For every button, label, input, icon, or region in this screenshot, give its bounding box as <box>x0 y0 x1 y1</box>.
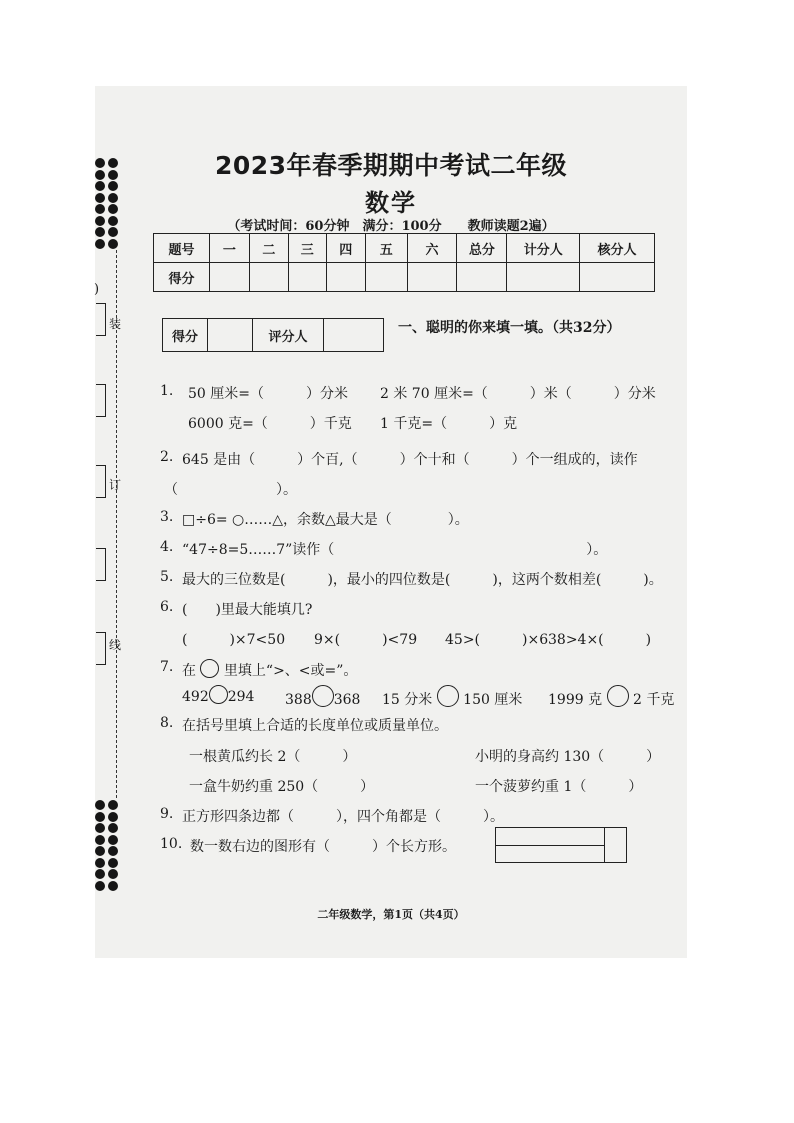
page-footer: 二年级数学，第1页（共4页） <box>317 908 465 921</box>
score-cell[interactable] <box>580 263 655 292</box>
q6-number: 6. <box>160 599 174 615</box>
section-1-heading: 一、聪明的你来填一填。（共32分） <box>398 320 621 336</box>
score-table-header-cell: 题号 <box>154 234 210 263</box>
q8-item-3: 一盒牛奶约重 250（ ） <box>189 779 375 795</box>
q8-number: 8. <box>160 715 174 731</box>
q8-text: 在括号里填上合适的长度单位或质量单位。 <box>182 718 448 734</box>
score-table-header-cell: 六 <box>407 234 457 263</box>
q3-text: □÷6= ○……△，余数△最大是（ ）。 <box>182 512 469 528</box>
score-table-header-cell: 一 <box>210 234 249 263</box>
score-table-header-cell: 总分 <box>457 234 507 263</box>
q9-text: 正方形四条边都（ ），四个角都是（ ）。 <box>182 809 504 825</box>
score-cell[interactable] <box>507 263 580 292</box>
score-table-header-cell: 四 <box>326 234 365 263</box>
compare-circle-icon[interactable] <box>312 685 334 707</box>
q5-text: 最大的三位数是( )，最小的四位数是( )，这两个数相差( )。 <box>182 572 663 588</box>
score-cell[interactable] <box>365 263 407 292</box>
rectangle-figure-divider-vertical <box>604 828 605 862</box>
q6-item-4: 38>4×( ) <box>548 632 652 648</box>
q2-number: 2. <box>160 449 174 465</box>
q1-text-a: 50 厘米=（ ）分米 <box>188 386 348 402</box>
score-cell[interactable] <box>407 263 457 292</box>
compare-circle-icon[interactable] <box>607 685 629 707</box>
q7-text-pre: 在 <box>182 663 196 679</box>
binding-box-5 <box>96 632 106 665</box>
q2-text-a: 645 是由（ ）个百,（ ）个十和（ ）个一组成的，读作 <box>182 452 638 468</box>
binding-dashed-line <box>116 250 117 798</box>
score-cell[interactable] <box>289 263 326 292</box>
section-grader-label: 评分人 <box>253 319 324 351</box>
exam-info: （考试时间：60分钟 满分：100分 教师读题2遍） <box>227 219 555 234</box>
q6-item-2: 9×( )<79 <box>314 632 418 648</box>
binding-box-2 <box>96 384 106 417</box>
score-cell[interactable] <box>326 263 365 292</box>
score-cell[interactable] <box>210 263 249 292</box>
score-table-score-row <box>154 263 655 292</box>
binding-label-ding: 订 <box>109 478 122 492</box>
rectangle-figure <box>495 827 627 863</box>
binding-label-zhuang: 装 <box>109 317 122 331</box>
section-score-label: 得分 <box>163 319 208 351</box>
q7-item-2-right: 368 <box>333 692 361 708</box>
q7-number: 7. <box>160 659 174 675</box>
q8-item-1: 一根黄瓜约长 2（ ） <box>189 749 357 765</box>
q7-item-3-right: 150 厘米 <box>463 692 523 708</box>
q3-number: 3. <box>160 509 174 525</box>
q10-number: 10. <box>160 836 183 852</box>
q7-item-4-right: 2 千克 <box>633 692 675 708</box>
q1-number: 1. <box>160 383 174 399</box>
binding-box-3 <box>96 465 106 498</box>
q7-item-3-left: 15 分米 <box>382 692 433 708</box>
q6-text: ( )里最大能填几? <box>182 602 313 618</box>
q7-item-1 <box>182 685 254 705</box>
q4-text: “47÷8=5……7”读作（ ）。 <box>182 542 608 558</box>
q7-item-4-left: 1999 克 <box>548 692 603 708</box>
score-table <box>153 233 655 292</box>
score-table-header-cell: 五 <box>365 234 407 263</box>
score-table-header-row <box>154 234 655 263</box>
binding-dots-bottom <box>95 800 119 891</box>
exam-title: 2023年春季期期中考试二年级 <box>214 151 568 180</box>
q7-item-3 <box>382 685 522 709</box>
q10-text: 数一数右边的图形有（ ）个长方形。 <box>190 839 456 855</box>
q7-item-2 <box>285 685 360 708</box>
q9-number: 9. <box>160 806 174 822</box>
rectangle-figure-divider-horizontal <box>496 845 604 846</box>
section-grader-cell[interactable] <box>324 319 383 351</box>
q8-item-4: 一个菠萝约重 1（ ） <box>475 779 643 795</box>
section-score-box <box>162 318 384 352</box>
compare-circle-icon[interactable] <box>209 685 228 704</box>
score-cell[interactable] <box>249 263 288 292</box>
q7-item-2-left: 388 <box>285 692 312 708</box>
score-table-header-cell: 三 <box>289 234 326 263</box>
binding-paren: ) <box>94 282 100 297</box>
q7-item-1-right: 294 <box>227 689 255 705</box>
q2-text-b: （ ）。 <box>164 482 297 498</box>
compare-circle-icon[interactable] <box>437 685 459 707</box>
binding-label-xian: 线 <box>109 638 122 652</box>
score-table-header-cell: 计分人 <box>507 234 580 263</box>
q7-text-post: 里填上“>、<或=”。 <box>223 663 358 679</box>
q7-item-4 <box>548 685 674 709</box>
q1-text-d: 1 千克=（ ）克 <box>380 416 518 432</box>
q1-text-c: 6000 克=（ ）千克 <box>188 416 352 432</box>
q7-text <box>182 659 357 680</box>
binding-box-1 <box>96 303 106 336</box>
q6-item-3: 45>( )×6 <box>445 632 549 648</box>
q8-item-2: 小明的身高约 130（ ） <box>475 749 661 765</box>
score-table-header-cell: 二 <box>249 234 288 263</box>
score-row-label: 得分 <box>154 263 210 292</box>
binding-box-4 <box>96 548 106 581</box>
exam-subject: 数学 <box>365 189 417 217</box>
section-score-cell[interactable] <box>208 319 253 351</box>
q7-item-1-left: 492 <box>182 689 209 705</box>
q4-number: 4. <box>160 539 174 555</box>
q6-item-1: ( )×7<50 <box>182 632 286 648</box>
score-table-header-cell: 核分人 <box>580 234 655 263</box>
score-cell[interactable] <box>457 263 507 292</box>
compare-circle-icon <box>200 659 219 678</box>
q1-text-b: 2 米 70 厘米=（ ）米（ ）分米 <box>380 386 656 402</box>
q5-number: 5. <box>160 569 174 585</box>
